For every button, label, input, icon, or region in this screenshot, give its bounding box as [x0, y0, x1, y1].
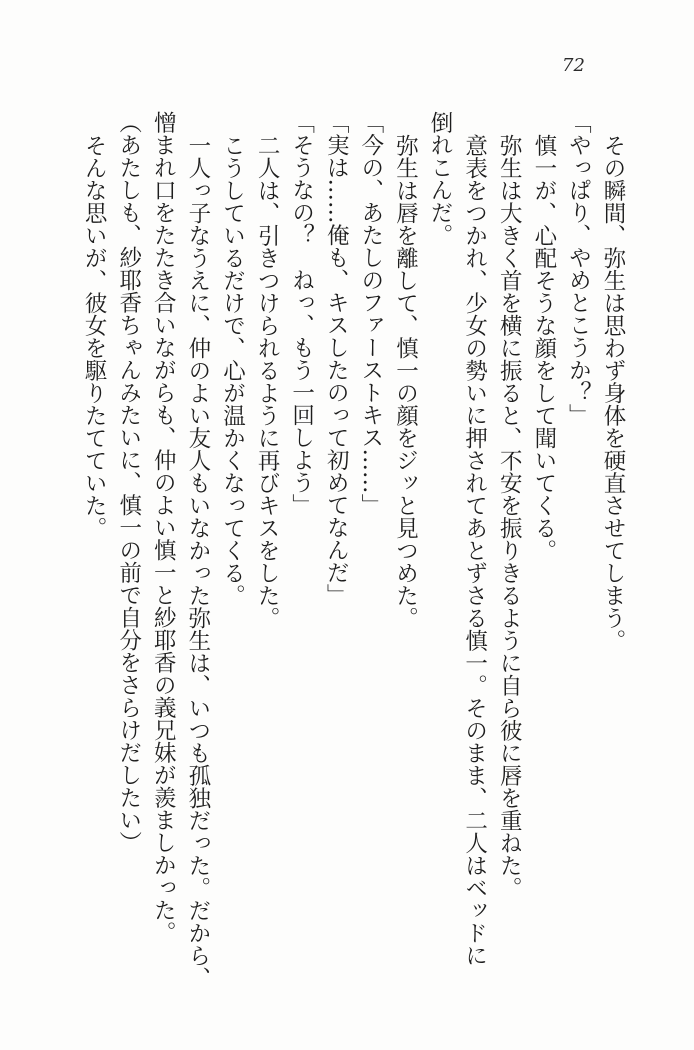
text-column-3: 慎一が、心配そうな顔をして聞いてくる。 [530, 133, 557, 561]
text-column-1: その瞬間、弥生は思わず身体を硬直させてしまう。 [600, 133, 626, 651]
text-column-10: 「そうなの？ ねっ、もう一回しよう」 [288, 111, 315, 516]
text-column-6: 倒れこんだ。 [427, 111, 454, 246]
text-column-16: そんな思いが、彼女を駆りたてていた。 [81, 133, 108, 539]
text-column-2: 「やっぱり、やめとこうか？」 [565, 111, 592, 426]
text-column-5: 意表をつかれ、少女の勢いに押されてあとずさる慎一。そのまま、二人はベッドに [461, 133, 488, 966]
text-column-9: 「実は……俺も、キスしたのって初めてなんだ」 [323, 111, 350, 606]
page-number: 72 [562, 55, 585, 76]
text-column-12: こうしているだけで、心が温かくなってくる。 [219, 133, 246, 606]
text-column-4: 弥生は大きく首を横に振ると、不安を振りきるように自ら彼に唇を重ねた。 [496, 133, 523, 899]
text-column-11: 二人は、引きつけられるように再びキスをした。 [254, 133, 281, 629]
text-column-8: 「今の、あたしのファーストキス……」 [357, 111, 384, 516]
page-text [77, 111, 631, 1026]
text-column-13: 一人っ子なうえに、仲のよい友人もいなかった弥生は、いつも孤独だった。だから、 [184, 133, 211, 989]
text-column-14: 憎まれ口をたたき合いながらも、仲のよい慎一と紗耶香の義兄妹が羨ましかった。 [150, 111, 177, 944]
text-column-15: （あたしも、紗耶香ちゃんみたいに、慎一の前で自分をさらけだしたい） [115, 111, 142, 854]
text-column-7: 弥生は唇を離して、慎一の顔をジッと見つめた。 [392, 133, 419, 629]
